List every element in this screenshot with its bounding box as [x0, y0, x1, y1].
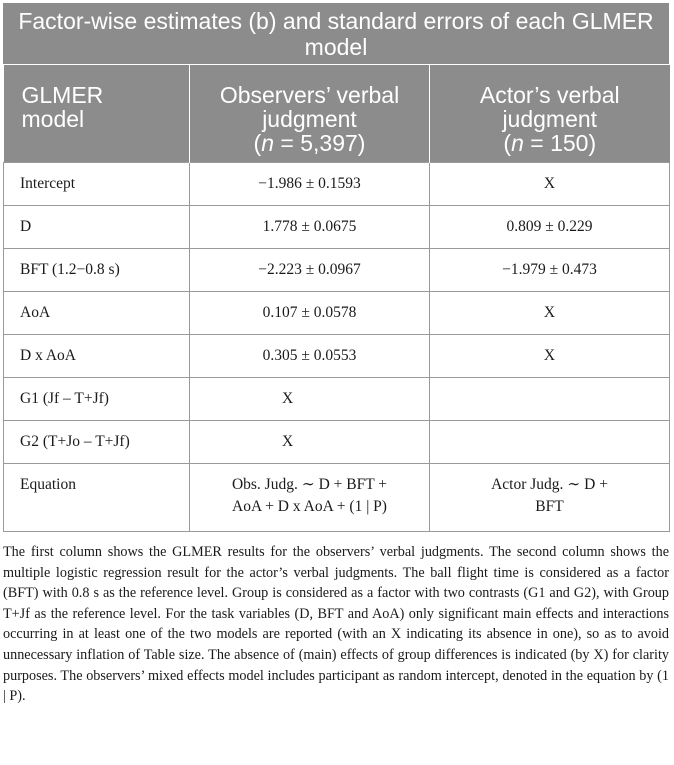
equation-line: Actor Judg. ∼ D +: [491, 475, 608, 493]
equation-line: Obs. Judg. ∼ D + BFT +: [231, 475, 388, 493]
header-line: model: [21, 106, 85, 132]
n-value: = 5,397): [274, 130, 366, 156]
n-variable: n: [261, 130, 275, 156]
header-n: (n = 150): [503, 130, 597, 156]
table-row: [4, 334, 670, 377]
header-row: [4, 65, 670, 162]
observers-cell: X: [190, 420, 430, 463]
n-variable: n: [511, 130, 524, 156]
actor-cell: X: [430, 291, 670, 334]
actor-cell: −1.979 ± 0.473: [430, 248, 670, 291]
header-glmer-model: [4, 65, 190, 162]
table-title: Factor-wise estimates (b) and standard errors of each GLMER model: [3, 3, 669, 65]
observers-cell: −2.223 ± 0.0967: [190, 248, 430, 291]
factor-cell: G1 (Jf – T+Jf): [4, 377, 190, 420]
table-row: [4, 205, 670, 248]
equation-line: AoA + D x AoA + (1 | P): [232, 497, 387, 515]
header-line: judgment: [262, 106, 357, 132]
actor-cell: [430, 377, 670, 420]
observers-cell: 0.107 ± 0.0578: [190, 291, 430, 334]
observers-equation-cell: [190, 463, 430, 531]
table-row: [4, 377, 670, 420]
results-table-container: [3, 3, 669, 532]
observers-cell: X: [190, 377, 430, 420]
header-observers: [190, 65, 430, 162]
factor-cell: D x AoA: [4, 334, 190, 377]
actor-equation-cell: [430, 463, 670, 531]
factor-cell: Equation: [4, 463, 190, 531]
table-row: [4, 420, 670, 463]
actor-cell: [430, 420, 670, 463]
table-row: [4, 291, 670, 334]
header-line: judgment: [502, 106, 598, 132]
header-line: Actor’s verbal: [479, 82, 620, 108]
factor-cell: Intercept: [4, 162, 190, 205]
actor-cell: 0.809 ± 0.229: [430, 205, 670, 248]
factor-cell: BFT (1.2−0.8 s): [4, 248, 190, 291]
actor-cell: X: [430, 334, 670, 377]
table-footnote: The first column shows the GLMER results for the observers’ verbal judgments. The second column shows the multiple logistic regression result for the actor’s verbal judgments. The ball flight time is considered as a factor (BFT) with 0.8 s as the reference level. Group is considered as a factor with two contrasts (G1 and G2), with Group T+Jf as the reference level. For the task variables (D, BFT and AoA) only significant main effects and interactions occurring in at least one of the two models are reported (with an X indicating its absence in one), so as to avoid unnecessary inflation of Table size. The absence of (main) effects of group differences is indicated (by X) for clarity purposes. The observers’ mixed effects model includes participant as random intercept, denoted in the equation by (1 | P).: [3, 544, 669, 705]
results-table: [3, 65, 670, 532]
equation-line: BFT: [535, 497, 564, 515]
header-actor: [430, 65, 670, 162]
factor-cell: G2 (T+Jo – T+Jf): [4, 420, 190, 463]
table-row: [4, 162, 670, 205]
observers-cell: −1.986 ± 0.1593: [190, 162, 430, 205]
equation-row: [4, 463, 670, 531]
table-row: [4, 248, 670, 291]
factor-cell: D: [4, 205, 190, 248]
header-line: GLMER: [21, 82, 104, 108]
observers-cell: 0.305 ± 0.0553: [190, 334, 430, 377]
observers-cell: 1.778 ± 0.0675: [190, 205, 430, 248]
header-line: Observers’ verbal: [219, 82, 400, 108]
actor-cell: X: [430, 162, 670, 205]
n-value: = 150): [523, 130, 597, 156]
factor-cell: AoA: [4, 291, 190, 334]
header-n: (n = 5,397): [253, 130, 366, 156]
